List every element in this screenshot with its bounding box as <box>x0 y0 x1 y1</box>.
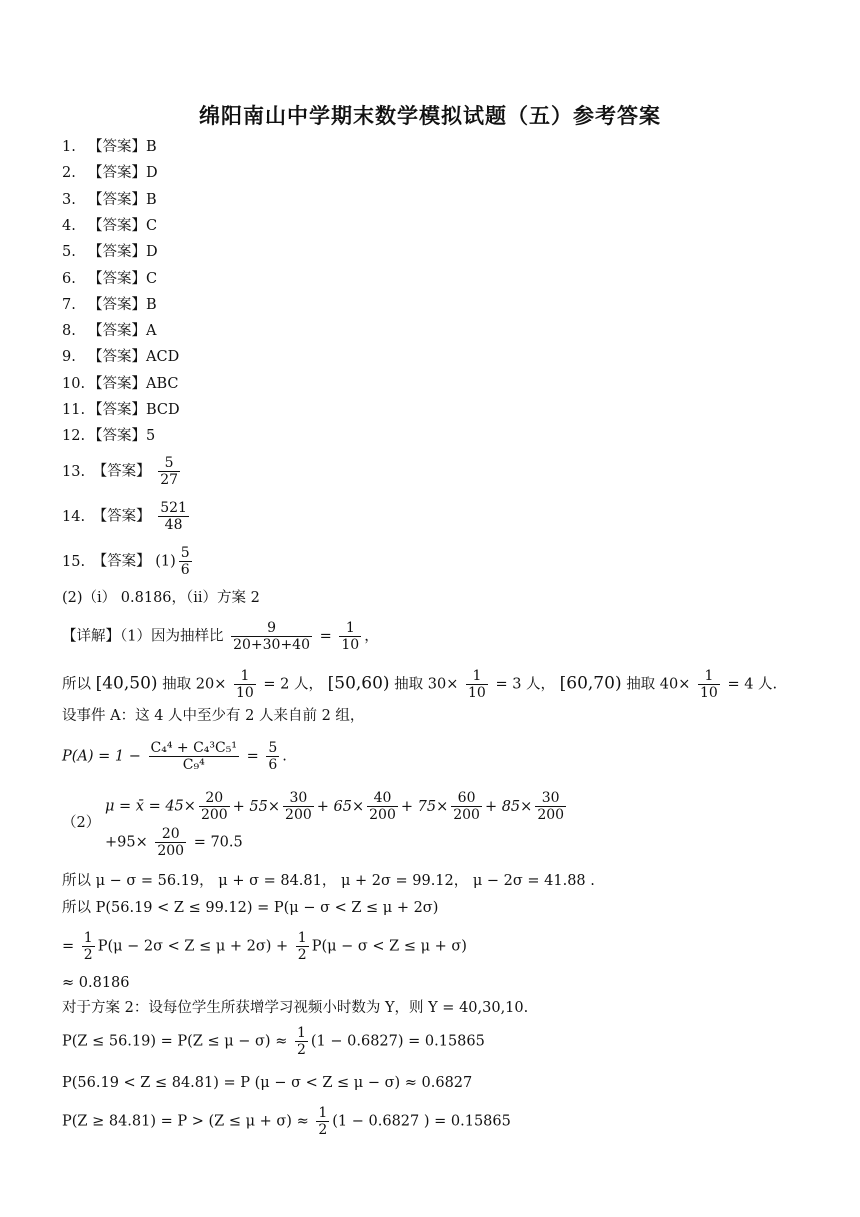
answer-12 <box>62 426 155 446</box>
mean-fraction-4 <box>451 790 482 823</box>
answer-number: 13. <box>62 463 86 480</box>
answer-6 <box>62 269 157 289</box>
numerator: 20 <box>199 790 230 807</box>
answer-number: 12. <box>62 428 86 445</box>
answer-1 <box>62 137 157 157</box>
numerator: 9 <box>231 620 312 637</box>
answer-number: 5. <box>62 244 76 261</box>
answer-value: ACD <box>146 349 180 366</box>
answer-8 <box>62 321 156 341</box>
answer-number: 7. <box>62 296 76 313</box>
mean-fraction-5 <box>535 790 566 823</box>
sampling-result-2: = 3 人， <box>495 676 556 693</box>
answer-value: B <box>146 139 157 155</box>
sampling-fraction-1 <box>234 668 256 701</box>
pz-3-left: P(Z ≥ 84.81) = P > (Z ≤ μ + σ) ≈ <box>62 1113 309 1130</box>
mean-operator: + 65× <box>316 798 365 815</box>
mean-result: = 70.5 <box>193 834 243 851</box>
answer-value: A <box>146 323 157 340</box>
pz-3-right: (1 − 0.6827 ) = 0.15865 <box>332 1113 511 1130</box>
answer-part-1: (1) <box>155 553 176 570</box>
answer-number: 11. <box>62 402 86 418</box>
sampling-fraction-2 <box>466 668 488 701</box>
mean-start: μ = x̄ = 45× <box>105 798 196 815</box>
answer-value: 5 <box>146 428 156 445</box>
numerator: 5 <box>180 545 190 561</box>
answer-label: 【答案】 <box>88 139 146 155</box>
page-title: 绵阳南山中学期末数学模拟试题（五）参考答案 <box>199 104 661 128</box>
answer-number: 2. <box>62 165 76 182</box>
answer-value: ABC <box>146 375 179 392</box>
sampling-text-3: 抽取 40× <box>626 676 691 693</box>
answer-label: 【答案】 <box>88 165 146 182</box>
probability-a-result <box>266 740 279 773</box>
answer-3 <box>62 190 157 210</box>
answer-label: 【答案】 <box>88 191 146 208</box>
answer-label: 【答案】 <box>88 402 146 418</box>
event-definition: 设事件 A：这 4 人中至少有 2 人来自前 2 组， <box>62 708 365 724</box>
denominator: 20+30+40 <box>233 637 310 653</box>
numerator: 30 <box>535 790 566 807</box>
answer-number: 6. <box>62 270 76 287</box>
sampling-text-1: 抽取 20× <box>162 676 227 693</box>
answer-number: 10. <box>62 375 86 392</box>
answer-value: C <box>146 217 158 234</box>
denominator: 200 <box>369 807 396 823</box>
answer-label: 【答案】 <box>88 217 146 234</box>
numerator: 1 <box>318 1105 328 1121</box>
numerator: 40 <box>367 790 398 807</box>
numerator: 30 <box>283 790 314 807</box>
mean-operator: + 55× <box>232 798 281 815</box>
answer-label: 【答案】 <box>88 270 146 287</box>
answer-10 <box>62 374 179 394</box>
answer-fraction <box>158 455 180 488</box>
equals-sign: = <box>62 938 75 955</box>
numerator: 1 <box>83 930 93 946</box>
mean-operator: + 85× <box>484 798 533 815</box>
sampling-prefix: 所以 <box>62 676 91 693</box>
sampling-result-1: = 2 人， <box>263 676 324 693</box>
probability-term-1: P(μ − 2σ < Z ≤ μ + 2σ) + <box>97 938 289 955</box>
answer-label: 【答案】 <box>92 508 151 525</box>
plan-2-text: 对于方案 2：设每位学生所获增学习视频小时数为 Y，则 Y = 40,30,10. <box>62 1000 529 1016</box>
answer-value: BCD <box>146 402 180 418</box>
mean-terms <box>196 790 569 823</box>
answer-11 <box>62 400 180 420</box>
answer-fraction <box>158 500 189 533</box>
mean-fraction-1 <box>199 790 230 823</box>
numerator: 1 <box>339 620 361 637</box>
answer-9 <box>62 347 179 367</box>
answer-15 <box>62 545 195 578</box>
sampling-text-2: 抽取 30× <box>394 676 459 693</box>
numerator: 1 <box>296 1025 306 1041</box>
answer-value: D <box>146 244 158 261</box>
half-fraction-2 <box>296 930 309 963</box>
denominator: 6 <box>180 562 190 578</box>
detail-text: （1）因为抽样比 <box>120 628 224 645</box>
denominator: 200 <box>200 807 228 823</box>
answer-4 <box>62 216 157 236</box>
denominator: 200 <box>537 807 565 823</box>
answer-label: 【答案】 <box>88 349 146 366</box>
sampling-fraction-3 <box>698 668 720 701</box>
denominator: 200 <box>157 843 185 859</box>
denominator: 10 <box>468 685 486 701</box>
approx-result: ≈ 0.8186 <box>62 975 130 991</box>
answer-number: 14. <box>62 508 86 525</box>
numerator: 5 <box>158 455 180 472</box>
numerator: 20 <box>155 826 186 843</box>
denominator: 10 <box>341 637 360 653</box>
answer-value: B <box>146 191 157 208</box>
detail-label: 【详解】 <box>62 628 120 645</box>
denominator: 10 <box>700 685 718 701</box>
punctuation: . <box>282 748 287 765</box>
answer-7 <box>62 295 157 315</box>
answer-label: 【答案】 <box>88 296 146 313</box>
half-fraction-1 <box>82 930 95 963</box>
numerator: 521 <box>160 500 187 516</box>
half-fraction-3 <box>295 1025 308 1058</box>
denominator: 48 <box>164 517 183 533</box>
answer-value: C <box>146 270 158 287</box>
numerator: 60 <box>451 790 482 807</box>
answer-fraction <box>179 545 192 578</box>
numerator: 1 <box>466 668 488 685</box>
numerator: 1 <box>234 668 256 685</box>
answer-number: 15. <box>62 553 86 570</box>
denominator: 200 <box>453 807 480 823</box>
denominator: 10 <box>235 685 254 701</box>
equals-sign: = <box>319 628 332 645</box>
sampling-ratio-result <box>339 620 361 653</box>
half-fraction-4 <box>316 1105 329 1138</box>
interval-3: [60,70) <box>559 673 622 694</box>
probability-line-1: 所以 P(56.19 < Z ≤ 99.12) = P(μ − σ < Z ≤ μ + 2σ) <box>62 900 439 916</box>
mean-label: （2） <box>62 815 101 831</box>
sigma-line: 所以 μ − σ = 56.19， μ + σ = 84.81， μ + 2σ = 99.12， μ − 2σ = 41.88 . <box>62 873 595 889</box>
pz-line-3 <box>62 1105 511 1138</box>
answer-label: 【答案】 <box>88 375 146 392</box>
probability-a <box>62 740 287 773</box>
answer-number: 1. <box>62 139 76 155</box>
denominator: 200 <box>285 807 312 823</box>
denominator: 2 <box>318 1122 328 1138</box>
sampling-result-3: = 4 人. <box>727 676 778 693</box>
sampling-line <box>62 668 777 701</box>
answer-label: 【答案】 <box>92 463 151 480</box>
answer-label: 【答案】 <box>92 553 151 570</box>
interval-2: [50,60) <box>327 673 390 694</box>
answer-5 <box>62 242 158 262</box>
denominator: 27 <box>160 472 179 488</box>
pz-line-1 <box>62 1025 485 1058</box>
mean-line-2 <box>105 826 243 859</box>
probability-term-2: P(μ − σ < Z ≤ μ + σ) <box>311 938 467 955</box>
mean-fraction-3 <box>367 790 398 823</box>
answer-label: 【答案】 <box>88 323 146 340</box>
detail-intro <box>62 620 379 653</box>
answer-number: 9. <box>62 349 76 366</box>
numerator: 5 <box>268 740 278 756</box>
pz-line-2: P(56.19 < Z ≤ 84.81) = P (μ − σ < Z ≤ μ − σ) ≈ 0.6827 <box>62 1075 473 1091</box>
punctuation: ， <box>364 628 379 645</box>
answer-13 <box>62 455 183 488</box>
denominator: 6 <box>268 757 278 773</box>
answer-number: 3. <box>62 191 76 208</box>
answer-label: 【答案】 <box>88 428 146 445</box>
answer-14 <box>62 500 192 533</box>
denominator: 2 <box>83 947 93 963</box>
mean-fraction-2 <box>283 790 314 823</box>
numerator: 1 <box>297 930 307 946</box>
numerator: 1 <box>698 668 720 685</box>
denominator: 2 <box>296 1042 306 1058</box>
denominator: 2 <box>297 947 307 963</box>
answer-value: D <box>146 165 158 182</box>
probability-line-2 <box>62 930 467 963</box>
pz-1-right: (1 − 0.6827) = 0.15865 <box>310 1033 485 1050</box>
numerator: C₄⁴ + C₄³C₅¹ <box>150 740 237 756</box>
pz-1-left: P(Z ≤ 56.19) = P(Z ≤ μ − σ) ≈ <box>62 1033 288 1050</box>
answer-2 <box>62 163 158 183</box>
equals-sign: = <box>246 748 259 765</box>
answer-15-part-2: (2)（i） 0.8186，（ii）方案 2 <box>62 590 260 606</box>
mean-operator: + 75× <box>400 798 449 815</box>
answer-value: B <box>146 296 157 313</box>
answer-label: 【答案】 <box>88 244 146 261</box>
mean-line-2-start: +95× <box>105 834 148 851</box>
answer-number: 4. <box>62 217 76 234</box>
probability-a-left: P(A) = 1 − <box>62 748 141 765</box>
interval-1: [40,50) <box>95 673 158 694</box>
denominator: C₉⁴ <box>182 757 205 773</box>
mean-fraction-last <box>155 826 186 859</box>
answer-number: 8. <box>62 323 76 340</box>
combination-fraction <box>149 740 239 773</box>
sampling-ratio-fraction <box>231 620 312 653</box>
mean-line-1 <box>105 790 569 823</box>
